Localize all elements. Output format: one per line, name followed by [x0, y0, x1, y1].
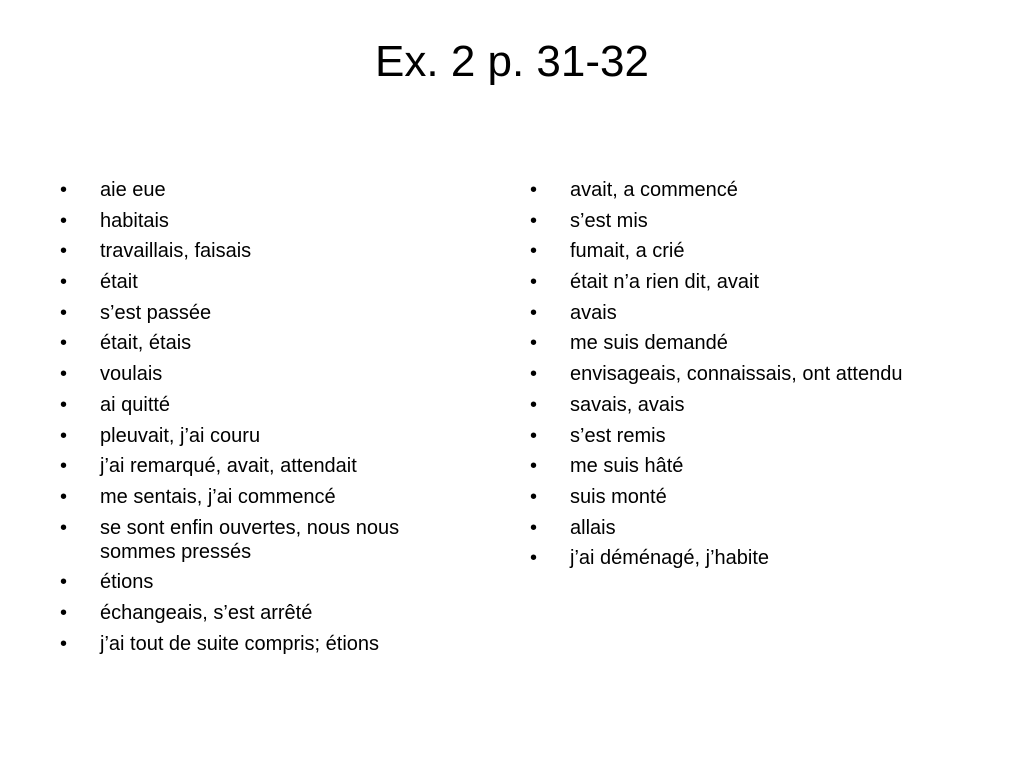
list-item: • s’est passée [60, 301, 460, 325]
list-item: • me suis demandé [530, 331, 970, 355]
list-item: • suis monté [530, 485, 970, 509]
list-item: • habitais [60, 209, 460, 233]
list-item: • était [60, 270, 460, 294]
list-item: • voulais [60, 362, 460, 386]
list-item: • était, étais [60, 331, 460, 355]
list-item: • étions [60, 570, 460, 594]
list-item: • ai quitté [60, 393, 460, 417]
list-item: • j’ai déménagé, j’habite [530, 546, 970, 570]
list-item: • travaillais, faisais [60, 239, 460, 263]
list-item: • pleuvait, j’ai couru [60, 424, 460, 448]
list-item: • s’est mis [530, 209, 970, 233]
list-item: • avais [530, 301, 970, 325]
right-answer-list [530, 178, 970, 577]
list-item: • aie eue [60, 178, 460, 202]
list-item: • envisageais, connaissais, ont attendu [530, 362, 970, 386]
slide-title: Ex. 2 p. 31-32 [375, 37, 649, 86]
list-item: • savais, avais [530, 393, 970, 417]
list-item: • avait, a commencé [530, 178, 970, 202]
list-item: • allais [530, 516, 970, 540]
list-item: • j’ai tout de suite compris; étions [60, 632, 460, 656]
list-item: • était n’a rien dit, avait [530, 270, 970, 294]
list-item: • j’ai remarqué, avait, attendait [60, 454, 460, 478]
list-item: • fumait, a crié [530, 239, 970, 263]
list-item: • me suis hâté [530, 454, 970, 478]
list-item: • me sentais, j’ai commencé [60, 485, 460, 509]
list-item: • échangeais, s’est arrêté [60, 601, 460, 625]
list-item: • se sont enfin ouvertes, nous nous sommes pressés [60, 516, 460, 564]
left-answer-list [60, 178, 460, 662]
list-item: • s’est remis [530, 424, 970, 448]
